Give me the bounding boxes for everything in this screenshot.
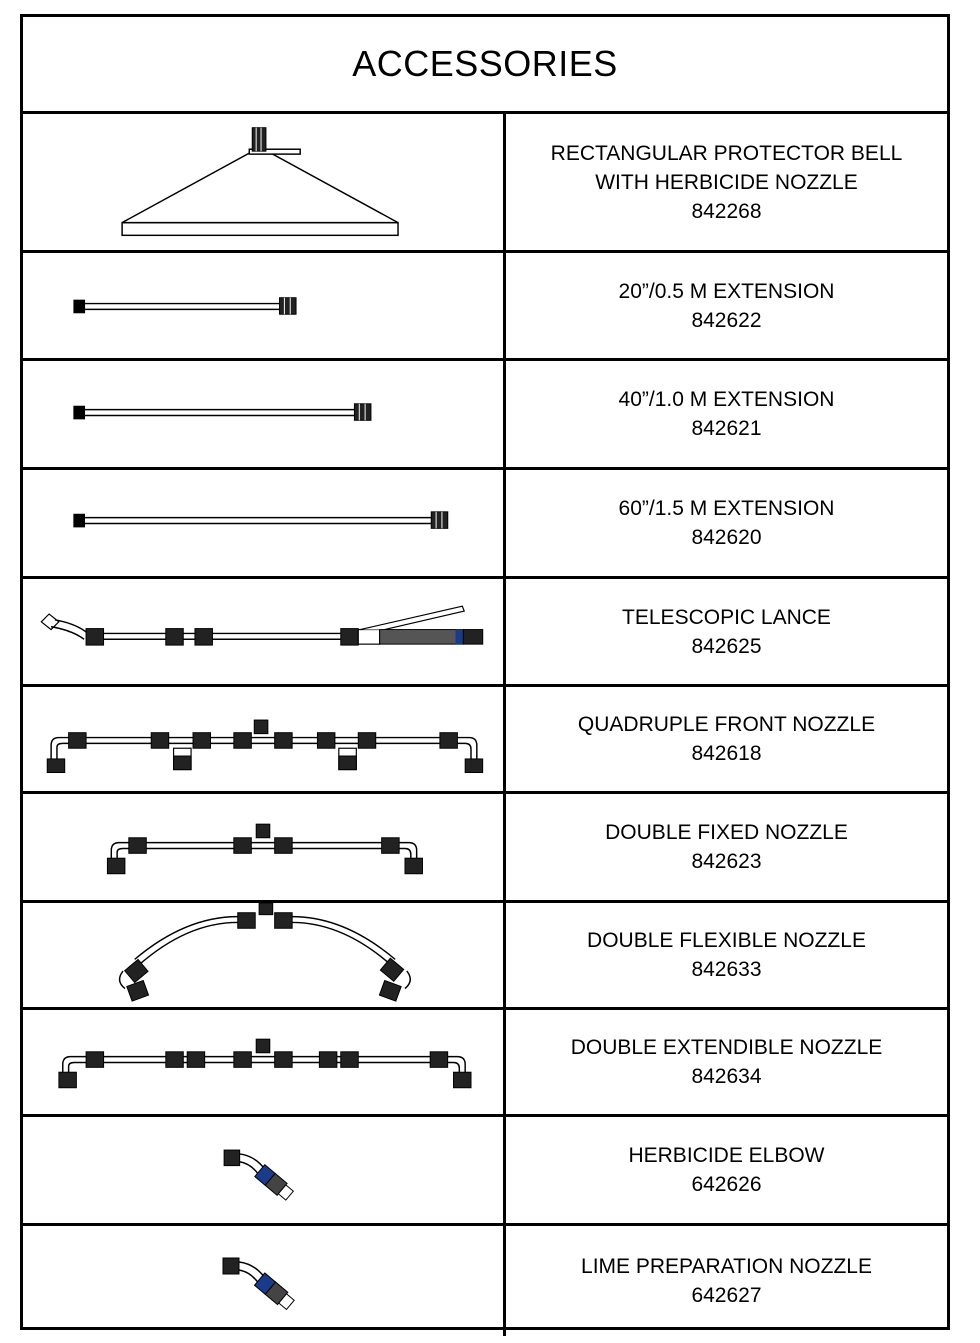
table-row [23, 794, 947, 903]
item-code: 642626 [691, 1173, 762, 1196]
table-row [23, 114, 947, 253]
item-name: 20”/0.5 M EXTENSION [618, 279, 835, 303]
accessories-sheet [20, 14, 950, 1330]
item-code: 842625 [691, 634, 762, 658]
table-row [23, 470, 947, 579]
item-name: LIME PREPARATION NOZZLE [581, 1255, 872, 1278]
item-name: DOUBLE EXTENDIBLE NOZZLE [570, 1036, 883, 1059]
protector-bell-icon [23, 114, 503, 250]
page-title: ACCESSORIES [23, 17, 947, 114]
item-name: RECTANGULAR PROTECTOR BELL [550, 141, 903, 165]
double-flexible-nozzle-icon [23, 903, 503, 1007]
item-name: TELESCOPIC LANCE [622, 605, 831, 629]
telescopic-lance-icon [23, 579, 503, 684]
item-name: DOUBLE FIXED NOZZLE [605, 821, 848, 844]
quadruple-nozzle-icon [23, 687, 503, 791]
long-extension-icon [23, 470, 503, 576]
table-row [23, 361, 947, 470]
item-name: WITH HERBICIDE NOZZLE [595, 170, 858, 194]
table-row [23, 903, 947, 1010]
item-name: DOUBLE FLEXIBLE NOZZLE [587, 929, 866, 952]
item-code: 842622 [691, 308, 762, 332]
table-row [23, 687, 947, 794]
double-extendible-nozzle-icon [23, 1010, 503, 1114]
item-code: 842633 [691, 958, 762, 981]
item-name: HERBICIDE ELBOW [628, 1144, 825, 1167]
table-row [23, 1117, 947, 1226]
medium-extension-icon [23, 361, 503, 467]
item-name: 60”/1.5 M EXTENSION [618, 497, 835, 520]
table-row [23, 253, 947, 361]
item-name: QUADRUPLE FRONT NOZZLE [577, 713, 876, 736]
table-row [23, 1226, 947, 1336]
herbicide-elbow-icon [23, 1117, 503, 1223]
short-extension-icon [23, 253, 503, 358]
table-row [23, 1010, 947, 1117]
item-code: 842620 [691, 526, 762, 549]
item-code: 842621 [691, 417, 762, 440]
item-code: 642627 [691, 1284, 762, 1307]
item-code: 842618 [691, 742, 762, 765]
double-fixed-nozzle-icon [23, 794, 503, 900]
item-code: 842623 [691, 850, 762, 873]
item-code: 842634 [691, 1065, 762, 1088]
accessories-table [23, 114, 947, 1336]
item-code: 842268 [691, 199, 762, 223]
lime-nozzle-icon [23, 1226, 503, 1336]
table-row [23, 579, 947, 687]
item-name: 40”/1.0 M EXTENSION [618, 388, 835, 411]
